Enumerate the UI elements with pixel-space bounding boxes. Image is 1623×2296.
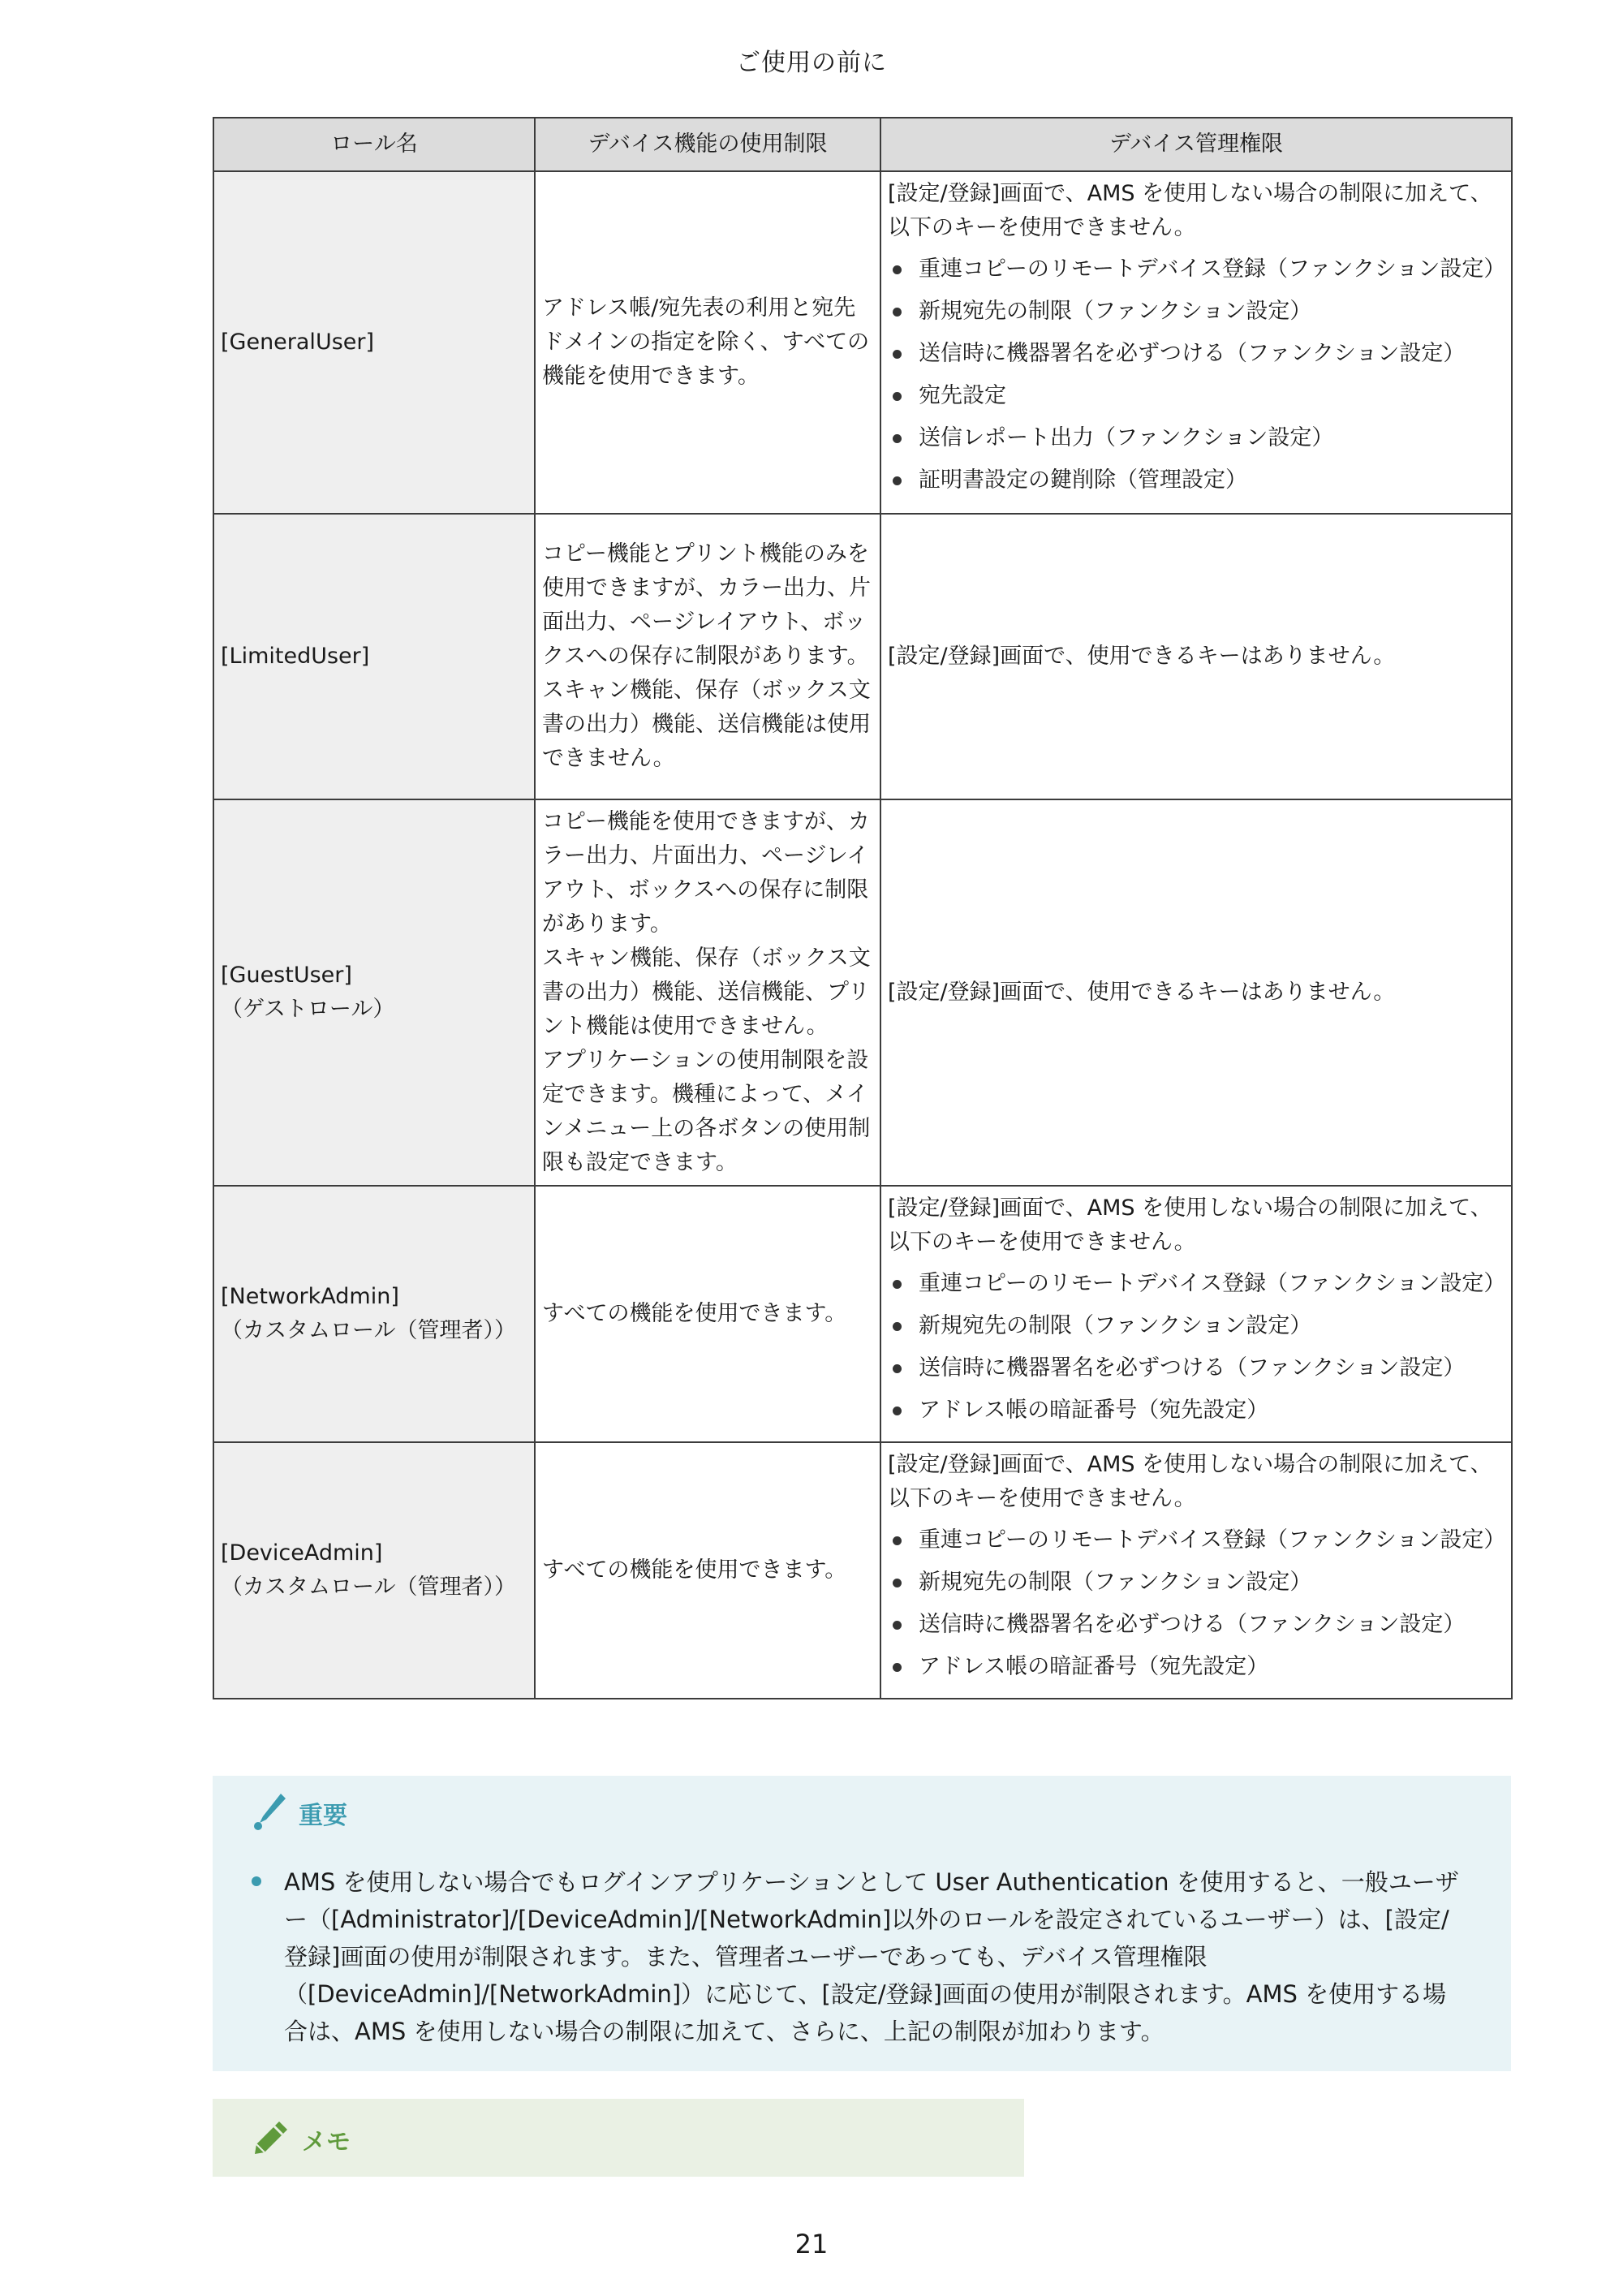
table-row xyxy=(213,514,1512,799)
usage-cell xyxy=(535,171,880,514)
list-item: 送信レポート出力（ファンクション設定） xyxy=(888,417,1505,459)
table-row xyxy=(213,799,1512,1186)
table-row xyxy=(213,1186,1512,1442)
role-name: [GuestUser] xyxy=(221,963,352,988)
important-text: AMS を使用しない場合でもログインアプリケーションとして User Authentication を使用すると、一般ユーザー（[Administrator]/[DeviceAdmin]/[NetworkAdmin]以外のロールを設定されているユーザー）は、[設定/登録]画面の使用が制限されます。また、管理者ユーザーであっても、デバイス管理権限（[DeviceAdmin]/[NetworkAdmin]）に応じて、[設定/登録]画面の使用が制限されます。AMS を使用する場合は、AMS を使用しない場合の制限に加えて、さらに、上記の制限が加わります。 xyxy=(284,1868,1459,2045)
memo-header xyxy=(252,2118,351,2160)
role-name: [GeneralUser] xyxy=(221,330,375,355)
mgmt-text: [設定/登録]画面で、使用できるキーはありません。 xyxy=(888,644,1396,669)
role-cell xyxy=(213,1186,535,1442)
usage-cell xyxy=(535,799,880,1186)
list-item: 新規宛先の制限（ファンクション設定） xyxy=(888,291,1505,333)
pen-icon xyxy=(252,1792,287,1834)
mgmt-cell xyxy=(880,1442,1512,1699)
memo-note xyxy=(213,2099,1024,2177)
table-header-row xyxy=(213,118,1512,171)
mgmt-bullet-list xyxy=(888,1263,1505,1432)
mgmt-bullet-list xyxy=(888,248,1505,502)
role-note: （カスタムロール（管理者）） xyxy=(221,1318,516,1343)
important-body xyxy=(252,1863,1461,2050)
table-row xyxy=(213,1442,1512,1699)
pencil-icon xyxy=(252,2118,291,2160)
usage-text: スキャン機能、保存（ボックス文書の出力）機能、送信機能、プリント機能は使用できません。 xyxy=(542,946,871,1039)
mgmt-cell xyxy=(880,1186,1512,1442)
bullet-icon xyxy=(252,1876,261,1886)
page-header: ご使用の前に xyxy=(736,49,887,77)
list-item: アドレス帳の暗証番号（宛先設定） xyxy=(888,1646,1505,1688)
role-note: （ゲストロール） xyxy=(221,997,395,1022)
usage-cell xyxy=(535,514,880,799)
list-item: 新規宛先の制限（ファンクション設定） xyxy=(888,1305,1505,1347)
list-item: 送信時に機器署名を必ずつける（ファンクション設定） xyxy=(888,333,1505,375)
important-header xyxy=(252,1792,347,1834)
list-item: 送信時に機器署名を必ずつける（ファンクション設定） xyxy=(888,1604,1505,1646)
list-item: アドレス帳の暗証番号（宛先設定） xyxy=(888,1389,1505,1432)
mgmt-bullet-list xyxy=(888,1519,1505,1688)
usage-text: すべての機能を使用できます。 xyxy=(542,1301,847,1326)
role-cell xyxy=(213,799,535,1186)
role-table xyxy=(213,117,1513,1699)
role-name: [LimitedUser] xyxy=(221,644,370,669)
list-item: 送信時に機器署名を必ずつける（ファンクション設定） xyxy=(888,1347,1505,1389)
table-row xyxy=(213,171,1512,514)
mgmt-cell xyxy=(880,514,1512,799)
mgmt-text: [設定/登録]画面で、AMS を使用しない場合の制限に加えて、以下のキーを使用できません。 xyxy=(888,181,1492,240)
important-title: 重要 xyxy=(299,1802,347,1830)
usage-cell xyxy=(535,1442,880,1699)
important-note xyxy=(213,1776,1511,2071)
usage-text: コピー機能とプリント機能のみを使用できますが、カラー出力、片面出力、ページレイアウト、ボックスへの保存に制限があります。 xyxy=(542,541,871,669)
list-item: 重連コピーのリモートデバイス登録（ファンクション設定） xyxy=(888,1263,1505,1305)
usage-text: すべての機能を使用できます。 xyxy=(542,1557,847,1583)
memo-title: メモ xyxy=(302,2128,351,2156)
list-item: 重連コピーのリモートデバイス登録（ファンクション設定） xyxy=(888,248,1505,291)
header-admin-rights: デバイス管理権限 xyxy=(880,118,1512,171)
header-role-name: ロール名 xyxy=(213,118,535,171)
role-name: [DeviceAdmin] xyxy=(221,1540,383,1566)
role-name: [NetworkAdmin] xyxy=(221,1284,399,1309)
role-cell xyxy=(213,1442,535,1699)
role-note: （カスタムロール（管理者）） xyxy=(221,1574,516,1600)
list-item: 新規宛先の制限（ファンクション設定） xyxy=(888,1562,1505,1604)
usage-text: コピー機能を使用できますが、カラー出力、片面出力、ページレイアウト、ボックスへの保存に制限があります。 xyxy=(542,809,870,937)
list-item: 宛先設定 xyxy=(888,375,1505,417)
mgmt-text: [設定/登録]画面で、使用できるキーはありません。 xyxy=(888,980,1396,1005)
mgmt-cell xyxy=(880,799,1512,1186)
usage-text: アドレス帳/宛先表の利用と宛先ドメインの指定を除く、すべての機能を使用できます。 xyxy=(542,295,870,389)
mgmt-text: [設定/登録]画面で、AMS を使用しない場合の制限に加えて、以下のキーを使用できません。 xyxy=(888,1195,1492,1255)
list-item: 重連コピーのリモートデバイス登録（ファンクション設定） xyxy=(888,1519,1505,1562)
usage-text: スキャン機能、保存（ボックス文書の出力）機能、送信機能は使用できません。 xyxy=(542,678,871,771)
header-usage-limit: デバイス機能の使用制限 xyxy=(535,118,880,171)
mgmt-text: [設定/登録]画面で、AMS を使用しない場合の制限に加えて、以下のキーを使用できません。 xyxy=(888,1452,1492,1511)
page-number: 21 xyxy=(794,2229,829,2259)
role-cell xyxy=(213,171,535,514)
role-cell xyxy=(213,514,535,799)
usage-cell xyxy=(535,1186,880,1442)
usage-text: アプリケーションの使用制限を設定できます。機種によって、メインメニュー上の各ボタンの使用制限も設定できます。 xyxy=(542,1048,871,1175)
list-item: 証明書設定の鍵削除（管理設定） xyxy=(888,459,1505,502)
mgmt-cell xyxy=(880,171,1512,514)
